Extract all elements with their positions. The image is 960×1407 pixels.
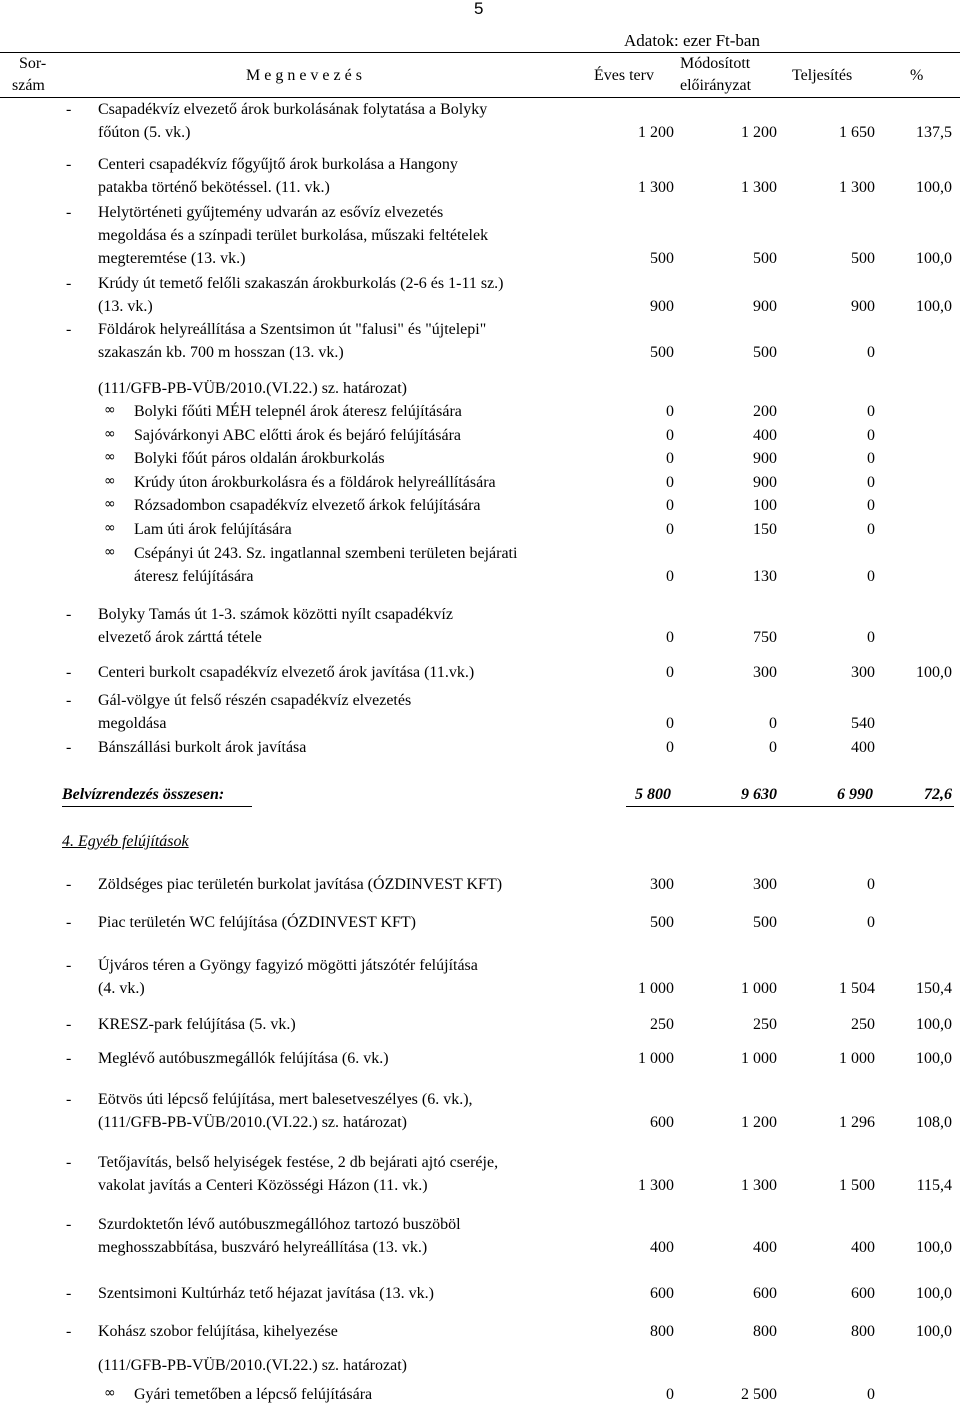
row-description: Gál-völgye út felső részén csapadékvíz elvezetés	[98, 692, 412, 709]
row-description: Helytörténeti gyűjtemény udvarán az esővíz elvezetés	[98, 204, 444, 221]
row-dash: -	[66, 876, 72, 893]
row-description: Rózsadombon csapadékvíz elvezető árkok felújítására	[134, 497, 481, 514]
value-done: 300	[851, 664, 875, 681]
infinity-bullet-icon: ∞	[104, 402, 116, 418]
value-plan: 900	[650, 298, 674, 315]
value-done: 400	[851, 1239, 875, 1256]
row-description: Sajóvárkonyi ABC előtti árok és bejáró felújítására	[134, 427, 462, 444]
row-description: Bolyki főút páros oldalán árokburkolás	[134, 450, 385, 467]
value-modified: 0	[769, 715, 777, 732]
value-done: 1 300	[839, 179, 875, 196]
value-percent: 108,0	[916, 1114, 952, 1131]
row-dash: -	[66, 692, 72, 709]
total-rule-values	[626, 806, 954, 807]
value-modified: 900	[753, 450, 777, 467]
row-description: patakba történő bekötéssel. (11. vk.)	[98, 179, 330, 196]
value-done: 1 296	[839, 1114, 875, 1131]
row-dash: -	[66, 1091, 72, 1108]
value-modified: 500	[753, 250, 777, 267]
row-description: Szentsimoni Kultúrház tető héjazat javítása (13. vk.)	[98, 1285, 434, 1302]
col-header-mod-2: előirányzat	[680, 77, 752, 94]
value-done: 0	[867, 1386, 875, 1403]
col-header-plan: Éves terv	[594, 67, 654, 84]
value-percent: 115,4	[916, 1177, 952, 1194]
total-rule-label	[62, 806, 252, 807]
value-modified: 250	[753, 1016, 777, 1033]
value-done: 0	[867, 344, 875, 361]
value-plan: 0	[666, 664, 674, 681]
value-modified: 800	[753, 1323, 777, 1340]
value-modified: 2 500	[741, 1386, 777, 1403]
value-plan: 0	[666, 450, 674, 467]
value-modified: 900	[753, 298, 777, 315]
value-plan: 0	[666, 474, 674, 491]
value-plan: 0	[666, 1386, 674, 1403]
row-description: Csapadékvíz elvezető árok burkolásának folytatása a Bolyky	[98, 101, 488, 118]
value-plan: 600	[650, 1285, 674, 1302]
value-plan: 800	[650, 1323, 674, 1340]
row-description: főúton (5. vk.)	[98, 124, 191, 141]
value-done: 800	[851, 1323, 875, 1340]
value-modified: 100	[753, 497, 777, 514]
value-done: 1 000	[839, 1050, 875, 1067]
row-description: megoldása	[98, 715, 167, 732]
row-description: Krúdy úton árokburkolásra és a földárok helyreállítására	[134, 474, 496, 491]
value-plan: 500	[650, 250, 674, 267]
value-percent: 100,0	[916, 1016, 952, 1033]
total-label: Belvízrendezés összesen:	[62, 786, 225, 803]
value-modified: 200	[753, 403, 777, 420]
value-modified: 750	[753, 629, 777, 646]
row-dash: -	[66, 204, 72, 221]
total-mod: 9 630	[741, 786, 777, 803]
value-modified: 150	[753, 521, 777, 538]
value-done: 0	[867, 403, 875, 420]
value-percent: 137,5	[916, 124, 952, 141]
value-percent: 100,0	[916, 664, 952, 681]
row-dash: -	[66, 1285, 72, 1302]
row-description: meghosszabbítása, buszváró helyreállítása (13. vk.)	[98, 1239, 428, 1256]
row-dash: -	[66, 1154, 72, 1171]
value-plan: 300	[650, 876, 674, 893]
value-modified: 130	[753, 568, 777, 585]
infinity-bullet-icon: ∞	[104, 496, 116, 512]
value-plan: 0	[666, 403, 674, 420]
value-plan: 1 000	[638, 1050, 674, 1067]
row-description: Földárok helyreállítása a Szentsimon út "falusi" és "újtelepi"	[98, 321, 487, 338]
row-dash: -	[66, 156, 72, 173]
value-done: 0	[867, 427, 875, 444]
resolution-note-2: (111/GFB-PB-VÜB/2010.(VI.22.) sz. határozat)	[98, 1357, 407, 1374]
value-modified: 1 200	[741, 124, 777, 141]
value-done: 0	[867, 521, 875, 538]
value-done: 0	[867, 876, 875, 893]
row-dash: -	[66, 914, 72, 931]
value-plan: 0	[666, 521, 674, 538]
row-description: Szurdoktetőn lévő autóbuszmegállóhoz tartozó buszöböl	[98, 1216, 461, 1233]
value-percent: 100,0	[916, 1050, 952, 1067]
row-description: Meglévő autóbuszmegállók felújítása (6. vk.)	[98, 1050, 389, 1067]
row-dash: -	[66, 101, 72, 118]
value-done: 1 650	[839, 124, 875, 141]
row-description: Centeri burkolt csapadékvíz elvezető árok javítása (11.vk.)	[98, 664, 475, 681]
infinity-bullet-icon: ∞	[104, 449, 116, 465]
value-plan: 0	[666, 568, 674, 585]
row-dash: -	[66, 1323, 72, 1340]
value-done: 400	[851, 739, 875, 756]
value-modified: 1 300	[741, 1177, 777, 1194]
infinity-bullet-icon: ∞	[104, 520, 116, 536]
row-description: (4. vk.)	[98, 980, 145, 997]
value-modified: 300	[753, 664, 777, 681]
row-description: megoldása és a színpadi terület burkolása, műszaki feltételek	[98, 227, 489, 244]
value-modified: 500	[753, 344, 777, 361]
row-description: Tetőjavítás, belső helyiségek festése, 2 db bejárati ajtó cseréje,	[98, 1154, 499, 1171]
resolution-note-1: (111/GFB-PB-VÜB/2010.(VI.22.) sz. határozat)	[98, 380, 407, 397]
row-description: áteresz felújítására	[134, 568, 254, 585]
value-plan: 1 200	[638, 124, 674, 141]
page-number: 5	[474, 0, 484, 18]
value-percent: 100,0	[916, 298, 952, 315]
value-done: 250	[851, 1016, 875, 1033]
value-done: 1 504	[839, 980, 875, 997]
row-description: Gyári temetőben a lépcső felújítására	[134, 1386, 373, 1403]
row-dash: -	[66, 664, 72, 681]
infinity-bullet-icon: ∞	[104, 1385, 116, 1401]
value-plan: 250	[650, 1016, 674, 1033]
value-plan: 0	[666, 497, 674, 514]
value-modified: 300	[753, 876, 777, 893]
value-done: 600	[851, 1285, 875, 1302]
row-description: Centeri csapadékvíz főgyűjtő árok burkolása a Hangony	[98, 156, 458, 173]
value-plan: 1 300	[638, 179, 674, 196]
row-description: Újváros téren a Gyöngy fagyizó mögötti játszótér felújítása	[98, 957, 478, 974]
row-description: KRESZ-park felújítása (5. vk.)	[98, 1016, 296, 1033]
row-description: megteremtése (13. vk.)	[98, 250, 246, 267]
row-description: Krúdy út temető felőli szakaszán árokburkolás (2-6 és 1-11 sz.)	[98, 275, 504, 292]
value-done: 0	[867, 629, 875, 646]
value-plan: 1 300	[638, 1177, 674, 1194]
value-modified: 500	[753, 914, 777, 931]
col-header-name: M e g n e v e z é s	[246, 67, 362, 84]
row-dash: -	[66, 275, 72, 292]
row-description: vakolat javítás a Centeri Közösségi Házon (11. vk.)	[98, 1177, 428, 1194]
value-percent: 100,0	[916, 250, 952, 267]
value-percent: 150,4	[916, 980, 952, 997]
value-done: 0	[867, 497, 875, 514]
value-modified: 400	[753, 1239, 777, 1256]
value-modified: 400	[753, 427, 777, 444]
total-plan: 5 800	[635, 786, 671, 803]
row-description: Lam úti árok felújítására	[134, 521, 292, 538]
value-done: 0	[867, 450, 875, 467]
value-done: 1 500	[839, 1177, 875, 1194]
value-plan: 0	[666, 427, 674, 444]
value-percent: 100,0	[916, 1239, 952, 1256]
value-plan: 600	[650, 1114, 674, 1131]
row-dash: -	[66, 957, 72, 974]
value-modified: 1 300	[741, 179, 777, 196]
row-dash: -	[66, 1016, 72, 1033]
row-description: (13. vk.)	[98, 298, 153, 315]
value-percent: 100,0	[916, 1323, 952, 1340]
header-bottom-rule	[0, 97, 960, 98]
value-plan: 0	[666, 715, 674, 732]
value-plan: 400	[650, 1239, 674, 1256]
value-done: 900	[851, 298, 875, 315]
col-header-mod-1: Módosított	[680, 55, 751, 72]
value-percent: 100,0	[916, 179, 952, 196]
row-dash: -	[66, 1050, 72, 1067]
row-description: Csépányi út 243. Sz. ingatlannal szembeni területen bejárati	[134, 545, 518, 562]
value-done: 0	[867, 914, 875, 931]
value-done: 0	[867, 568, 875, 585]
row-description: (111/GFB-PB-VÜB/2010.(VI.22.) sz. határozat)	[98, 1114, 407, 1131]
infinity-bullet-icon: ∞	[104, 473, 116, 489]
col-header-pct: %	[910, 67, 924, 84]
units-note: Adatok: ezer Ft-ban	[624, 31, 760, 50]
row-dash: -	[66, 739, 72, 756]
col-header-done: Teljesítés	[792, 67, 853, 84]
row-dash: -	[66, 1216, 72, 1233]
header-top-rule	[0, 52, 960, 53]
row-description: Kohász szobor felújítása, kihelyezése	[98, 1323, 338, 1340]
value-modified: 1 000	[741, 1050, 777, 1067]
value-plan: 500	[650, 344, 674, 361]
row-description: Piac területén WC felújítása (ÓZDINVEST KFT)	[98, 914, 416, 931]
value-modified: 0	[769, 739, 777, 756]
value-percent: 100,0	[916, 1285, 952, 1302]
row-description: Zöldséges piac területén burkolat javítása (ÓZDINVEST KFT)	[98, 876, 503, 893]
value-modified: 1 000	[741, 980, 777, 997]
value-plan: 1 000	[638, 980, 674, 997]
value-plan: 500	[650, 914, 674, 931]
row-dash: -	[66, 321, 72, 338]
value-done: 540	[851, 715, 875, 732]
value-done: 0	[867, 474, 875, 491]
col-header-sor-1: Sor-	[19, 55, 47, 72]
value-modified: 1 200	[741, 1114, 777, 1131]
row-description: elvezető árok zárttá tétele	[98, 629, 262, 646]
value-modified: 900	[753, 474, 777, 491]
total-done: 6 990	[837, 786, 873, 803]
row-description: Bolyky Tamás út 1-3. számok közötti nyílt csapadékvíz	[98, 606, 453, 623]
infinity-bullet-icon: ∞	[104, 544, 116, 560]
value-done: 500	[851, 250, 875, 267]
row-description: szakaszán kb. 700 m hosszan (13. vk.)	[98, 344, 344, 361]
value-modified: 600	[753, 1285, 777, 1302]
row-description: Bánszállási burkolt árok javítása	[98, 739, 307, 756]
infinity-bullet-icon: ∞	[104, 426, 116, 442]
col-header-sor-2: szám	[12, 77, 45, 94]
section-title: 4. Egyéb felújítások	[62, 833, 189, 850]
row-description: Eötvös úti lépcső felújítása, mert balesetveszélyes (6. vk.),	[98, 1091, 473, 1108]
value-plan: 0	[666, 629, 674, 646]
row-dash: -	[66, 606, 72, 623]
total-pct: 72,6	[924, 786, 952, 803]
row-description: Bolyki főúti MÉH telepnél árok áteresz felújítására	[134, 403, 462, 420]
value-plan: 0	[666, 739, 674, 756]
